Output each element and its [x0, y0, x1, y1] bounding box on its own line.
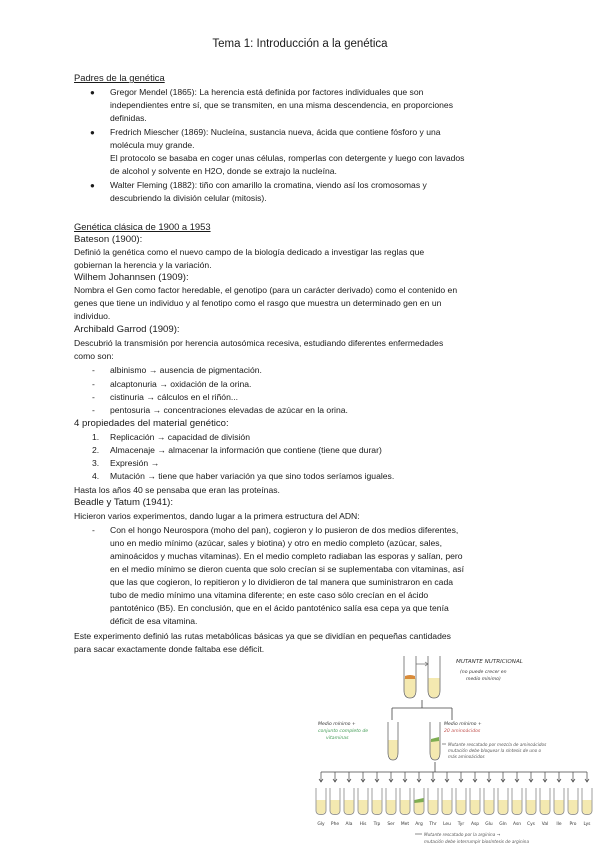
distribution-arrow-icon [487, 772, 491, 782]
distribution-arrow-icon [389, 772, 393, 782]
amino-acid-tube [484, 788, 494, 815]
bullet-dot: ● [90, 181, 95, 190]
disease-item: albinismo → ausencia de pigmentación. [110, 365, 262, 375]
amino-acid-tube [582, 788, 592, 815]
experiment-line-7: pantoténico (B5). En conclusión, que en el ácido pantoténico salía esa cepa ya que tenía [110, 603, 449, 613]
mutant-subtitle-2: medio mínimo) [466, 677, 501, 682]
experiment-line-1: Con el hongo Neurospora (moho del pan), cogieron y lo pusieron de dos medios diferentes, [110, 525, 459, 535]
amino-acid-tube [386, 788, 396, 815]
johannsen-name: Wilhem Johannsen (1909): [74, 272, 189, 283]
fleming-line-2: descubriendo la división celular (mitosis). [110, 193, 267, 203]
distribution-arrow-icon [473, 772, 477, 782]
note1-line-2: mutación debe bloquear la síntesis de uno o [448, 748, 542, 753]
note2-line-2: mutación debe interrumpir biosíntesis de arginina [424, 839, 530, 844]
miescher-line-3: El protocolo se basaba en coger unas células, romperlas con detergente y luego con lavados [110, 153, 465, 163]
miescher-line-2: molécula muy grande. [110, 140, 195, 150]
distribution-arrow-icon [529, 772, 533, 782]
amino-acid-label: Gln [499, 822, 507, 827]
distribution-arrow-icon [543, 772, 547, 782]
experiment-line-4: en el medio mínimo se dieron cuenta que solo crecían si se suplementaba con vitaminas, así [110, 564, 464, 574]
left-medium-label-2: conjunto completo de [318, 729, 369, 734]
amino-acid-tube [400, 788, 410, 815]
amino-acid-label: Ser [387, 822, 395, 827]
garrod-text-1: Descubrió la transmisión por herencia autosómica recesiva, estudiando diferentes enfermedades [74, 338, 444, 348]
amino-acid-label: Phe [330, 822, 340, 827]
distribution-arrow-icon [333, 772, 337, 782]
johannsen-text-2: genes que tiene un individuo y al fenotipo como el rasgo que muestra un determinado gen en un [74, 298, 442, 308]
amino-acid-tube-row [316, 788, 592, 815]
bullet-dot: ● [90, 128, 95, 137]
amino-acid-tube [428, 788, 438, 815]
amino-acid-label: Lys [583, 822, 591, 827]
amino-acid-label-row [317, 821, 591, 827]
dash-marker: - [92, 365, 95, 375]
beadle-intro: Hicieron varios experimentos, dando lugar a la primera estructura del ADN: [74, 511, 360, 521]
note2-line-1: Mutante rescatado por la arginina → [424, 832, 501, 837]
distribution-arrow-icon [361, 772, 365, 782]
mutant-title: MUTANTE NUTRICIONAL [456, 659, 523, 665]
amino-acid-tube [442, 788, 452, 815]
conclusion-line-2: para sacar exactamente donde faltaba ese déficit. [74, 644, 265, 654]
amino-acid-tube [512, 788, 522, 815]
amino-acid-label: Tyr [457, 822, 465, 827]
experiment-line-6: tubo de medio mínimo una vitamina diferente; en este caso sólo crecían en el ácido [110, 590, 429, 600]
bullet-dot: ● [90, 88, 95, 97]
amino-acid-tube [358, 788, 368, 815]
page-title: Tema 1: Introducción a la genética [212, 38, 388, 50]
dash-marker: - [92, 392, 95, 402]
amino-acid-label: Leu [443, 822, 451, 827]
amino-acid-tube [554, 788, 564, 815]
miescher-line-4: de alcohol y solvente en H2O, donde se extrajo la nucleína. [110, 166, 337, 176]
amino-acid-tube [344, 788, 354, 815]
amino-acid-tube [414, 788, 424, 815]
distribution-arrow-icon [501, 772, 505, 782]
property-item: Replicación → capacidad de división [110, 432, 250, 442]
top-tube-right [428, 656, 440, 698]
list-number: 2. [92, 445, 100, 455]
tube-complete-vitamins [388, 722, 398, 760]
disease-item: cistinuria → cálculos en el riñón... [110, 392, 239, 402]
disease-item: alcaptonuria → oxidación de la orina. [110, 379, 252, 389]
miescher-line-1: Fredrich Miescher (1869): Nucleína, sustancia nueva, ácida que contiene fósforo y una [110, 127, 441, 137]
section-heading-genetica-clasica: Genética clásica de 1900 a 1953 [74, 221, 211, 232]
distribution-arrow-icon [515, 772, 519, 782]
dash-marker: - [92, 379, 95, 389]
distribution-arrows [319, 772, 589, 782]
dash-marker: - [92, 405, 95, 415]
amino-acid-tube [540, 788, 550, 815]
property-item: Mutación → tiene que haber variación ya que sino todos seríamos iguales. [110, 471, 395, 481]
amino-acid-tube [470, 788, 480, 815]
amino-acid-label: Ile [556, 822, 562, 827]
right-medium-label-1: Medio mínimo + [444, 722, 482, 727]
mendel-line-1: Gregor Mendel (1865): La herencia está definida por factores individuales que son [110, 87, 424, 97]
neurospora-experiment-figure [300, 648, 600, 848]
properties-heading: 4 propiedades del material genético: [74, 418, 229, 429]
amino-acid-label: Val [541, 822, 549, 827]
distribution-arrow-icon [431, 772, 435, 782]
distribution-arrow-icon [557, 772, 561, 782]
amino-acid-label: Asn [512, 822, 522, 827]
fleming-line-1: Walter Fleming (1882): tiño con amarillo la cromatina, viendo así los cromosomas y [110, 180, 427, 190]
dash-marker: - [92, 525, 95, 535]
top-tube-left [404, 656, 416, 698]
experiment-line-8: déficit de esa vitamina. [110, 616, 198, 626]
property-item: Almacenaje → almacenar la información que contiene (tiene que durar) [110, 445, 382, 455]
bateson-text-1: Definió la genética como el nuevo campo de la biología dedicado a investigar las reglas que [74, 247, 425, 257]
experiment-line-5: que las que cogieron, lo repitieron y lo dividieron de tal manera que suministraron en cada [110, 577, 453, 587]
amino-acid-label: Cys [527, 822, 535, 827]
amino-acid-label: Pro [569, 822, 577, 827]
distribution-arrow-icon [375, 772, 379, 782]
amino-acid-label: Arg [415, 822, 423, 827]
johannsen-text-3: individuo. [74, 311, 111, 321]
distribution-arrow-icon [347, 772, 351, 782]
proteins-note: Hasta los años 40 se pensaba que eran las proteínas. [74, 485, 280, 495]
amino-acid-tube [498, 788, 508, 815]
distribution-arrow-icon [319, 772, 323, 782]
amino-acid-label: Ala [345, 822, 353, 827]
amino-acid-tube [372, 788, 382, 815]
amino-acid-tube [526, 788, 536, 815]
left-medium-label-3: vitaminas [326, 736, 349, 741]
distribution-arrow-icon [571, 772, 575, 782]
experiment-line-3: aminoácidos y muchas vitaminas). En el medio completo radiaban las esporas y salían, pero [110, 551, 463, 561]
mendel-line-3: definidas. [110, 113, 147, 123]
distribution-arrow-icon [585, 772, 589, 782]
disease-item: pentosuria → concentraciones elevadas de azúcar en la orina. [110, 405, 348, 415]
amino-acid-tube [568, 788, 578, 815]
amino-acid-tube [316, 788, 326, 815]
amino-acid-label: Asp [470, 822, 480, 827]
mendel-line-2: independientes entre sí, que se transmiten, en una misma descendencia, en proporciones [110, 100, 454, 110]
left-medium-label-1: Medio mínimo + [318, 722, 356, 727]
amino-acid-label: His [359, 822, 367, 827]
amino-acid-label: Met [400, 822, 410, 827]
amino-acid-tube [456, 788, 466, 815]
bateson-text-2: gobiernan la herencia y la variación. [74, 260, 212, 270]
note1-line-3: más aminoácidos [448, 754, 485, 759]
mutant-subtitle-1: (no puede crecer en [460, 670, 507, 675]
johannsen-text-1: Nombra el Gen como factor heredable, el genotipo (para un carácter derivado) como el contenido en [74, 285, 458, 295]
amino-acid-label: Glu [485, 822, 493, 827]
tube-amino-acids [430, 722, 440, 760]
distribution-arrow-icon [459, 772, 463, 782]
beadle-tatum-name: Beadle y Tatum (1941): [74, 497, 174, 508]
distribution-arrow-icon [445, 772, 449, 782]
property-item: Expresión → [110, 458, 160, 468]
list-number: 4. [92, 471, 100, 481]
bateson-name: Bateson (1900): [74, 234, 143, 245]
amino-acid-tube [330, 788, 340, 815]
amino-acid-label: Trp [373, 822, 381, 827]
section-heading-padres: Padres de la genética [74, 72, 165, 83]
amino-acid-label: Gly [317, 822, 325, 827]
distribution-arrow-icon [417, 772, 421, 782]
branch-lines [392, 700, 452, 720]
garrod-text-2: como son: [74, 351, 114, 361]
conclusion-line-1: Este experimento definió las rutas metabólicas básicas ya que se dividían en pequeñas cantidades [74, 631, 451, 641]
list-number: 3. [92, 458, 100, 468]
garrod-name: Archibald Garrod (1909): [74, 324, 180, 335]
experiment-line-2: uno en medio mínimo (azúcar, sales y biotina) y otro en medio completo (azúcar, sales, [110, 538, 442, 548]
distribution-arrow-icon [403, 772, 407, 782]
right-medium-label-2: 20 aminoácidos [444, 729, 481, 734]
note1-line-1: Mutante rescatado por mezcla de aminoácidos [448, 742, 547, 747]
list-number: 1. [92, 432, 100, 442]
amino-acid-label: Thr [429, 822, 437, 827]
